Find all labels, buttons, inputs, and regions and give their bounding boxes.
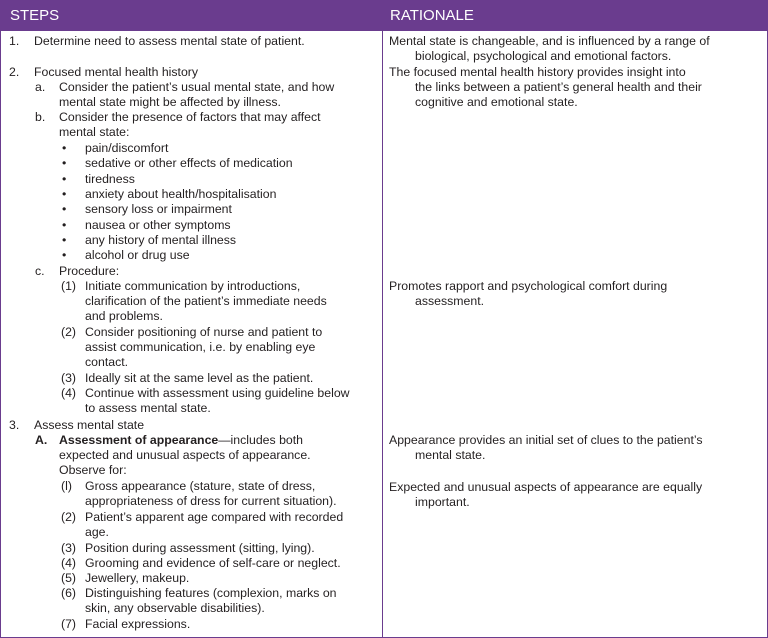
rationale-5-line: Expected and unusual aspects of appearance are equally	[389, 480, 703, 494]
observe-number: (7)	[61, 617, 77, 631]
observe-line: age.	[85, 525, 109, 539]
appearance-heading: Assessment of appearance	[59, 433, 219, 447]
factor-item: sensory loss or impairment	[85, 202, 232, 216]
procedure-line: assist communication, i.e. by enabling eye	[85, 340, 316, 354]
bullet-icon: •	[62, 218, 67, 232]
observe-line: Gross appearance (stature, state of dress,	[85, 479, 316, 493]
rationale-2-line: The focused mental health history provides insight into	[389, 65, 686, 79]
rationale-4-line: mental state.	[415, 448, 486, 462]
appearance-heading-rest: —includes both	[218, 433, 304, 447]
observe-line: Distinguishing features (complexion, marks on	[85, 586, 337, 600]
factor-item: alcohol or drug use	[85, 248, 190, 262]
step-2c-title: Procedure:	[59, 264, 120, 278]
step-3a-heading	[59, 433, 303, 448]
procedure-number: (1)	[61, 279, 77, 293]
observe-line: Position during assessment (sitting, lying).	[85, 541, 315, 555]
factor-item: tiredness	[85, 172, 135, 186]
column-divider	[382, 0, 383, 638]
observe-number: (3)	[61, 541, 77, 555]
observe-line: Facial expressions.	[85, 617, 191, 631]
observe-number: (l)	[61, 479, 72, 493]
observe-number: (4)	[61, 556, 77, 570]
step-3a-line: Observe for:	[59, 463, 127, 477]
rationale-3-line: assessment.	[415, 294, 485, 308]
step-1-number: 1.	[9, 34, 20, 48]
observe-line: appropriateness of dress for current situation).	[85, 494, 337, 508]
procedure-line: clarification of the patient’s immediate needs	[85, 294, 327, 308]
observe-line: Grooming and evidence of self-care or neglect.	[85, 556, 341, 570]
factor-item: any history of mental illness	[85, 233, 237, 247]
table-left-border	[0, 0, 1, 638]
step-3-number: 3.	[9, 418, 20, 432]
step-3-title: Assess mental state	[34, 418, 145, 432]
step-2-title: Focused mental health history	[34, 65, 199, 79]
observe-line: Patient’s apparent age compared with recorded	[85, 510, 344, 524]
rationale-column-header: RATIONALE	[390, 7, 474, 24]
step-2a-line: mental state might be affected by illness.	[59, 95, 281, 109]
procedure-line: Consider positioning of nurse and patient to	[85, 325, 323, 339]
step-2a-line: Consider the patient’s usual mental state, and how	[59, 80, 335, 94]
factor-item: pain/discomfort	[85, 141, 169, 155]
steps-column-header: STEPS	[10, 7, 60, 24]
procedure-line: contact.	[85, 355, 129, 369]
bullet-icon: •	[62, 202, 67, 216]
observe-number: (2)	[61, 510, 77, 524]
observe-number: (6)	[61, 586, 77, 600]
step-2a-label: a.	[35, 80, 46, 94]
rationale-2-line: the links between a patient’s general health and their	[415, 80, 702, 94]
observe-line: skin, any observable disabilities).	[85, 601, 265, 615]
rationale-1-line: Mental state is changeable, and is influenced by a range of	[389, 34, 710, 48]
step-2c-label: c.	[35, 264, 45, 278]
factor-item: anxiety about health/hospitalisation	[85, 187, 277, 201]
step-2b-line: mental state:	[59, 125, 130, 139]
step-3a-label: A.	[35, 433, 48, 447]
rationale-5-line: important.	[415, 495, 470, 509]
bullet-icon: •	[62, 187, 67, 201]
step-1-text: Determine need to assess mental state of patient.	[34, 34, 305, 48]
step-2-number: 2.	[9, 65, 20, 79]
procedure-number: (2)	[61, 325, 77, 339]
bullet-icon: •	[62, 156, 67, 170]
rationale-3-line: Promotes rapport and psychological comfort during	[389, 279, 668, 293]
factor-item: nausea or other symptoms	[85, 218, 231, 232]
factor-item: sedative or other effects of medication	[85, 156, 293, 170]
bullet-icon: •	[62, 141, 67, 155]
procedure-line: Ideally sit at the same level as the patient.	[85, 371, 314, 385]
bullet-icon: •	[62, 248, 67, 262]
procedure-line: Continue with assessment using guideline below	[85, 386, 350, 400]
procedure-line: and problems.	[85, 309, 163, 323]
procedure-number: (3)	[61, 371, 77, 385]
step-3a-line: expected and unusual aspects of appearance.	[59, 448, 311, 462]
rationale-2-line: cognitive and emotional state.	[415, 95, 578, 109]
rationale-4-line: Appearance provides an initial set of clues to the patient’s	[389, 433, 703, 447]
step-2b-label: b.	[35, 110, 46, 124]
procedure-line: to assess mental state.	[85, 401, 211, 415]
procedure-line: Initiate communication by introductions,	[85, 279, 301, 293]
bullet-icon: •	[62, 233, 67, 247]
observe-line: Jewellery, makeup.	[85, 571, 190, 585]
bullet-icon: •	[62, 172, 67, 186]
table-header	[0, 0, 768, 31]
procedure-number: (4)	[61, 386, 77, 400]
rationale-1-line: biological, psychological and emotional factors.	[415, 49, 672, 63]
observe-number: (5)	[61, 571, 77, 585]
step-2b-line: Consider the presence of factors that may affect	[59, 110, 321, 124]
